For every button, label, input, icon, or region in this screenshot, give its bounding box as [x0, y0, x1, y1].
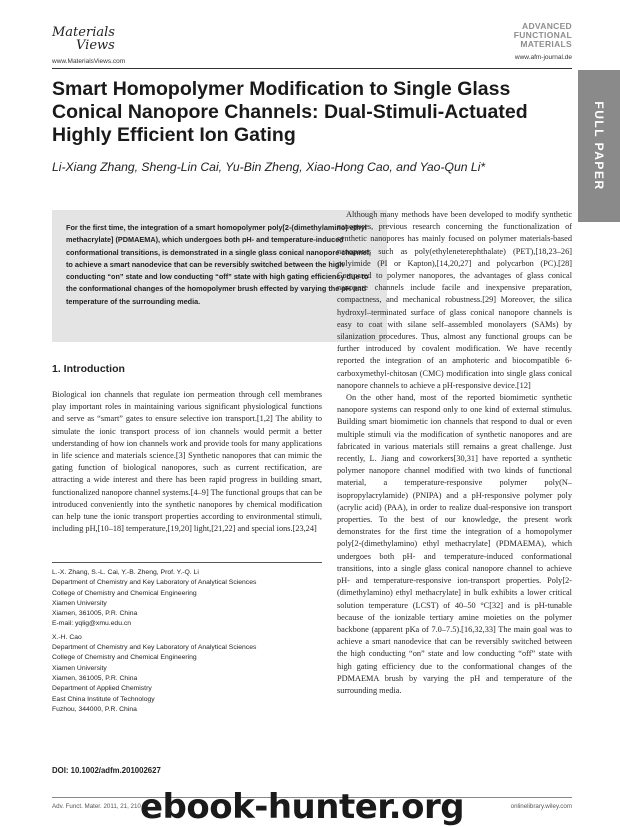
intro-left-column: [52, 389, 322, 535]
section-tab: [578, 70, 620, 222]
article-authors: Li-Xiang Zhang, Sheng-Lin Cai, Yu-Bin Zheng, Xiao-Hong Cao, and Yao-Qun Li*: [52, 160, 486, 174]
footer-right[interactable]: onlinelibrary.wiley.com: [510, 803, 572, 810]
affiliation-line: Xiamen University: [52, 664, 107, 672]
intro-paragraph: Although many methods have been developed to modify synthetic nanopores, previous research concerning the functionalization of synthetic nanopores has mainly focused on polymer materials-based nanopores such as poly(ethyleneterephthalate) (PET),[18,23–26] polyimide (PI or Kapton),[14,20,27] and polycarbon (PC).[28] Compared to polymer nanopores, the advantages of glass conical nanopore channels include facile and inexpensive preparation, compactness, and mechanical robustness.[29] Moreover, the silica hydroxyl–terminated surface of glass conical nanopore channels is easy to coat with silane self–assembled monolayers (SAMs) by silanization procedures. Thus, almost any functional groups can be further introduced by covalent modification. We have recently reported the integration of an amphoteric and biocompatible 6-carboxymethyl-chitosan (CMC) modification into single glass conical nanopore channels to achieve a pH-responsive device.[12]: [337, 210, 572, 390]
logo-url: www.MaterialsViews.com: [52, 58, 126, 65]
journal-logo: [514, 22, 572, 61]
section-heading: 1. Introduction: [52, 363, 125, 375]
affiliation-line: Department of Applied Chemistry: [52, 685, 152, 693]
affiliation-line: L.-X. Zhang, S.-L. Cai, Y.-B. Zheng, Prof. Y.-Q. Li: [52, 569, 199, 576]
affiliation-line: Xiamen, 361005, P.R. China: [52, 674, 138, 682]
affiliation-line: Xiamen, 361005, P.R. China: [52, 610, 138, 618]
journal-line-2: FUNCTIONAL: [513, 30, 572, 40]
affiliations: [52, 568, 322, 715]
logo-line-1: Materials: [52, 25, 115, 40]
watermark: ebook-hunter.org: [140, 787, 465, 827]
article-title: Smart Homopolymer Modification to Single Glass Conical Nanopore Channels: Dual-Stimuli-Actuated Highly Efficient Ion Gating: [52, 78, 528, 146]
intro-right-column: [337, 209, 572, 697]
logo-line-2: Views: [76, 38, 115, 53]
affiliation-line: East China Institute of Technology: [52, 695, 155, 703]
footer-citation: Adv. Funct. Mater. 2011, 21, 210: [52, 803, 141, 810]
doi-link[interactable]: DOI: 10.1002/adfm.201002627: [52, 766, 161, 775]
intro-paragraph: Biological ion channels that regulate ion permeation through cell membranes play important roles in maintaining various significant physiological functions and serve as “smart” gates to ensure selective ion transport.[1,2] The ability to simulate the ionic transport process of ion channels would permit a better understanding of how ion channels work and provide tools for many applications in life science and materials science.[3] Synthetic nanopores that can mimic the gating function of biological nanopores, such as current rectification, are attracting a wide interest and there has been rapid progress in building smart, functionalized nanopore channel systems.[4–9] The functional groups that can be introduced conveniently into the synthetic nanopores by chemical modification can help tune the ionic transport properties according to environmental stimuli, including pH,[10–18] temperature,[19,20] light,[21,22] and special ions.[23,24]: [52, 390, 322, 534]
affiliation-line: Department of Chemistry and Key Laboratory of Analytical Sciences: [52, 579, 257, 587]
header-divider: [52, 68, 572, 69]
affiliation-line: X.-H. Cao: [52, 633, 82, 641]
intro-paragraph: On the other hand, most of the reported biomimetic synthetic nanopore systems can respond only to one kind of external stimulus. Building smart biomimetic ion channels that respond to dual or even multiple stimuli via the modification of synthetic nanopores and are fabricated in various materials still remains a great challenge. Just recently, L. Jiang and coworkers[30,31] have reported a synthetic polymer nanopore channel modified with two kinds of functional material, a temperature-responsive polymer poly(N–isopropylacrylamide) (PNIPA) and a pH-responsive polymer poly (acrylic acid) (PAA), in order to realize dual-responsive ion transport properties. To the best of our knowledge, the present work demonstrates for the first time the integration of a homopolymer poly[2-(dimethylamino) ethyl methacrylate] (PDMAEMA), which undergoes both pH- and temperature-induced conformational transitions, into a single glass conical nanopore channel to achieve pH- and temperature-responsive ion-transport properties. Poly[2-(dimethylamino) ethyl methacrylate] in bulk exhibits a lower critical solution temperature (LCST) of 40–50 °C[32] and is pH-tunable because of the ionizable tertiary amine moieties on the polymer backbone (apparent pKa of 7.0–7.5).[16,32,33] The main goal was to achieve a smart nanodevice that can be reversibly switched between the high conducting “on” state and low conducting “off” state with high gating efficiency due to the conformational changes of the PDMAEMA brush by varying the pH and temperature of the surrounding media.: [337, 393, 572, 695]
affiliation-divider: [52, 562, 322, 563]
abstract-text: For the first time, the integration of a smart homopolymer poly[2-(dimethylamino) ethyl methacrylate] (PDMAEMA), which undergoes both pH- and temperature-induced conformational transitions, is demonstrated in a single glass conical nanopore channel, to achieve a smart nanodevice that can be reversibly switched between the high conducting “on” state and low conducting “off” state with high gating efficiency due to the conformational changes of the homopolymer brush effected by varying the pH and temperature of the surrounding media.: [66, 223, 371, 306]
materials-views-logo: [52, 26, 125, 65]
affiliation-line: Xiamen University: [52, 599, 107, 607]
affiliation-line: College of Chemistry and Chemical Engineering: [52, 654, 197, 662]
affiliation-line: College of Chemistry and Chemical Engineering: [52, 589, 197, 597]
journal-line-1: ADVANCED: [522, 21, 572, 31]
journal-line-3: MATERIALS: [520, 39, 572, 49]
section-tab-label: FULL PAPER: [592, 101, 606, 191]
journal-url: www.afm-journal.de: [514, 54, 572, 61]
affiliation-line: Department of Chemistry and Key Laboratory of Analytical Sciences: [52, 644, 257, 652]
affiliation-line: Fuzhou, 344000, P.R. China: [52, 705, 137, 713]
affiliation-email[interactable]: E-mail: yqlig@xmu.edu.cn: [52, 620, 132, 628]
